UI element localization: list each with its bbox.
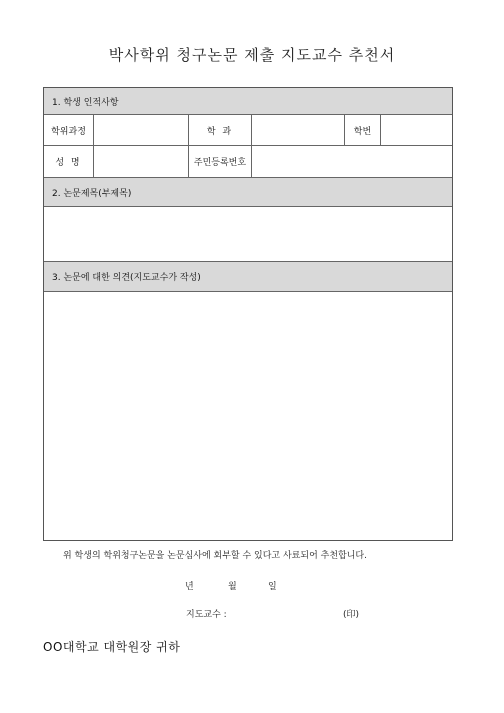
seal-mark: (印) xyxy=(343,610,360,620)
section-3-header xyxy=(44,262,452,292)
section-1-title: 1. 학생 인적사항 xyxy=(52,97,119,108)
date-year-label: 년 xyxy=(185,582,194,592)
section-3-title: 3. 논문에 대한 의견(지도교수가 작성) xyxy=(52,273,201,283)
student-info-row-2 xyxy=(44,146,452,178)
resident-number-label: 주민등록번호 xyxy=(189,146,252,177)
recommendation-form xyxy=(43,87,453,541)
date-month-label: 월 xyxy=(228,582,237,592)
degree-label: 학위과정 xyxy=(44,115,94,145)
section-2-title: 2. 논문제목(부제목) xyxy=(52,188,132,199)
thesis-title-field[interactable] xyxy=(44,207,452,262)
document-title: 박사학위 청구논문 제출 지도교수 추천서 xyxy=(108,46,396,64)
advisor-label: 지도교수 : xyxy=(186,610,227,620)
recommendation-statement: 위 학생의 학위청구논문을 논문심사에 회부할 수 있다고 사료되어 추천합니다. xyxy=(63,551,367,561)
department-label: 학 과 xyxy=(189,115,252,145)
advisor-opinion-field[interactable] xyxy=(44,292,452,540)
student-number-label: 학번 xyxy=(345,115,381,145)
recipient-line: OO대학교 대학원장 귀하 xyxy=(43,640,181,654)
name-field[interactable] xyxy=(94,146,189,177)
resident-number-field[interactable] xyxy=(252,146,452,177)
section-2-header xyxy=(44,178,452,207)
student-number-field[interactable] xyxy=(381,115,452,145)
date-day-label: 일 xyxy=(268,582,277,592)
name-label: 성 명 xyxy=(44,146,94,177)
section-1-header xyxy=(44,88,452,115)
degree-field[interactable] xyxy=(94,115,189,145)
student-info-row-1 xyxy=(44,115,452,146)
department-field[interactable] xyxy=(252,115,345,145)
